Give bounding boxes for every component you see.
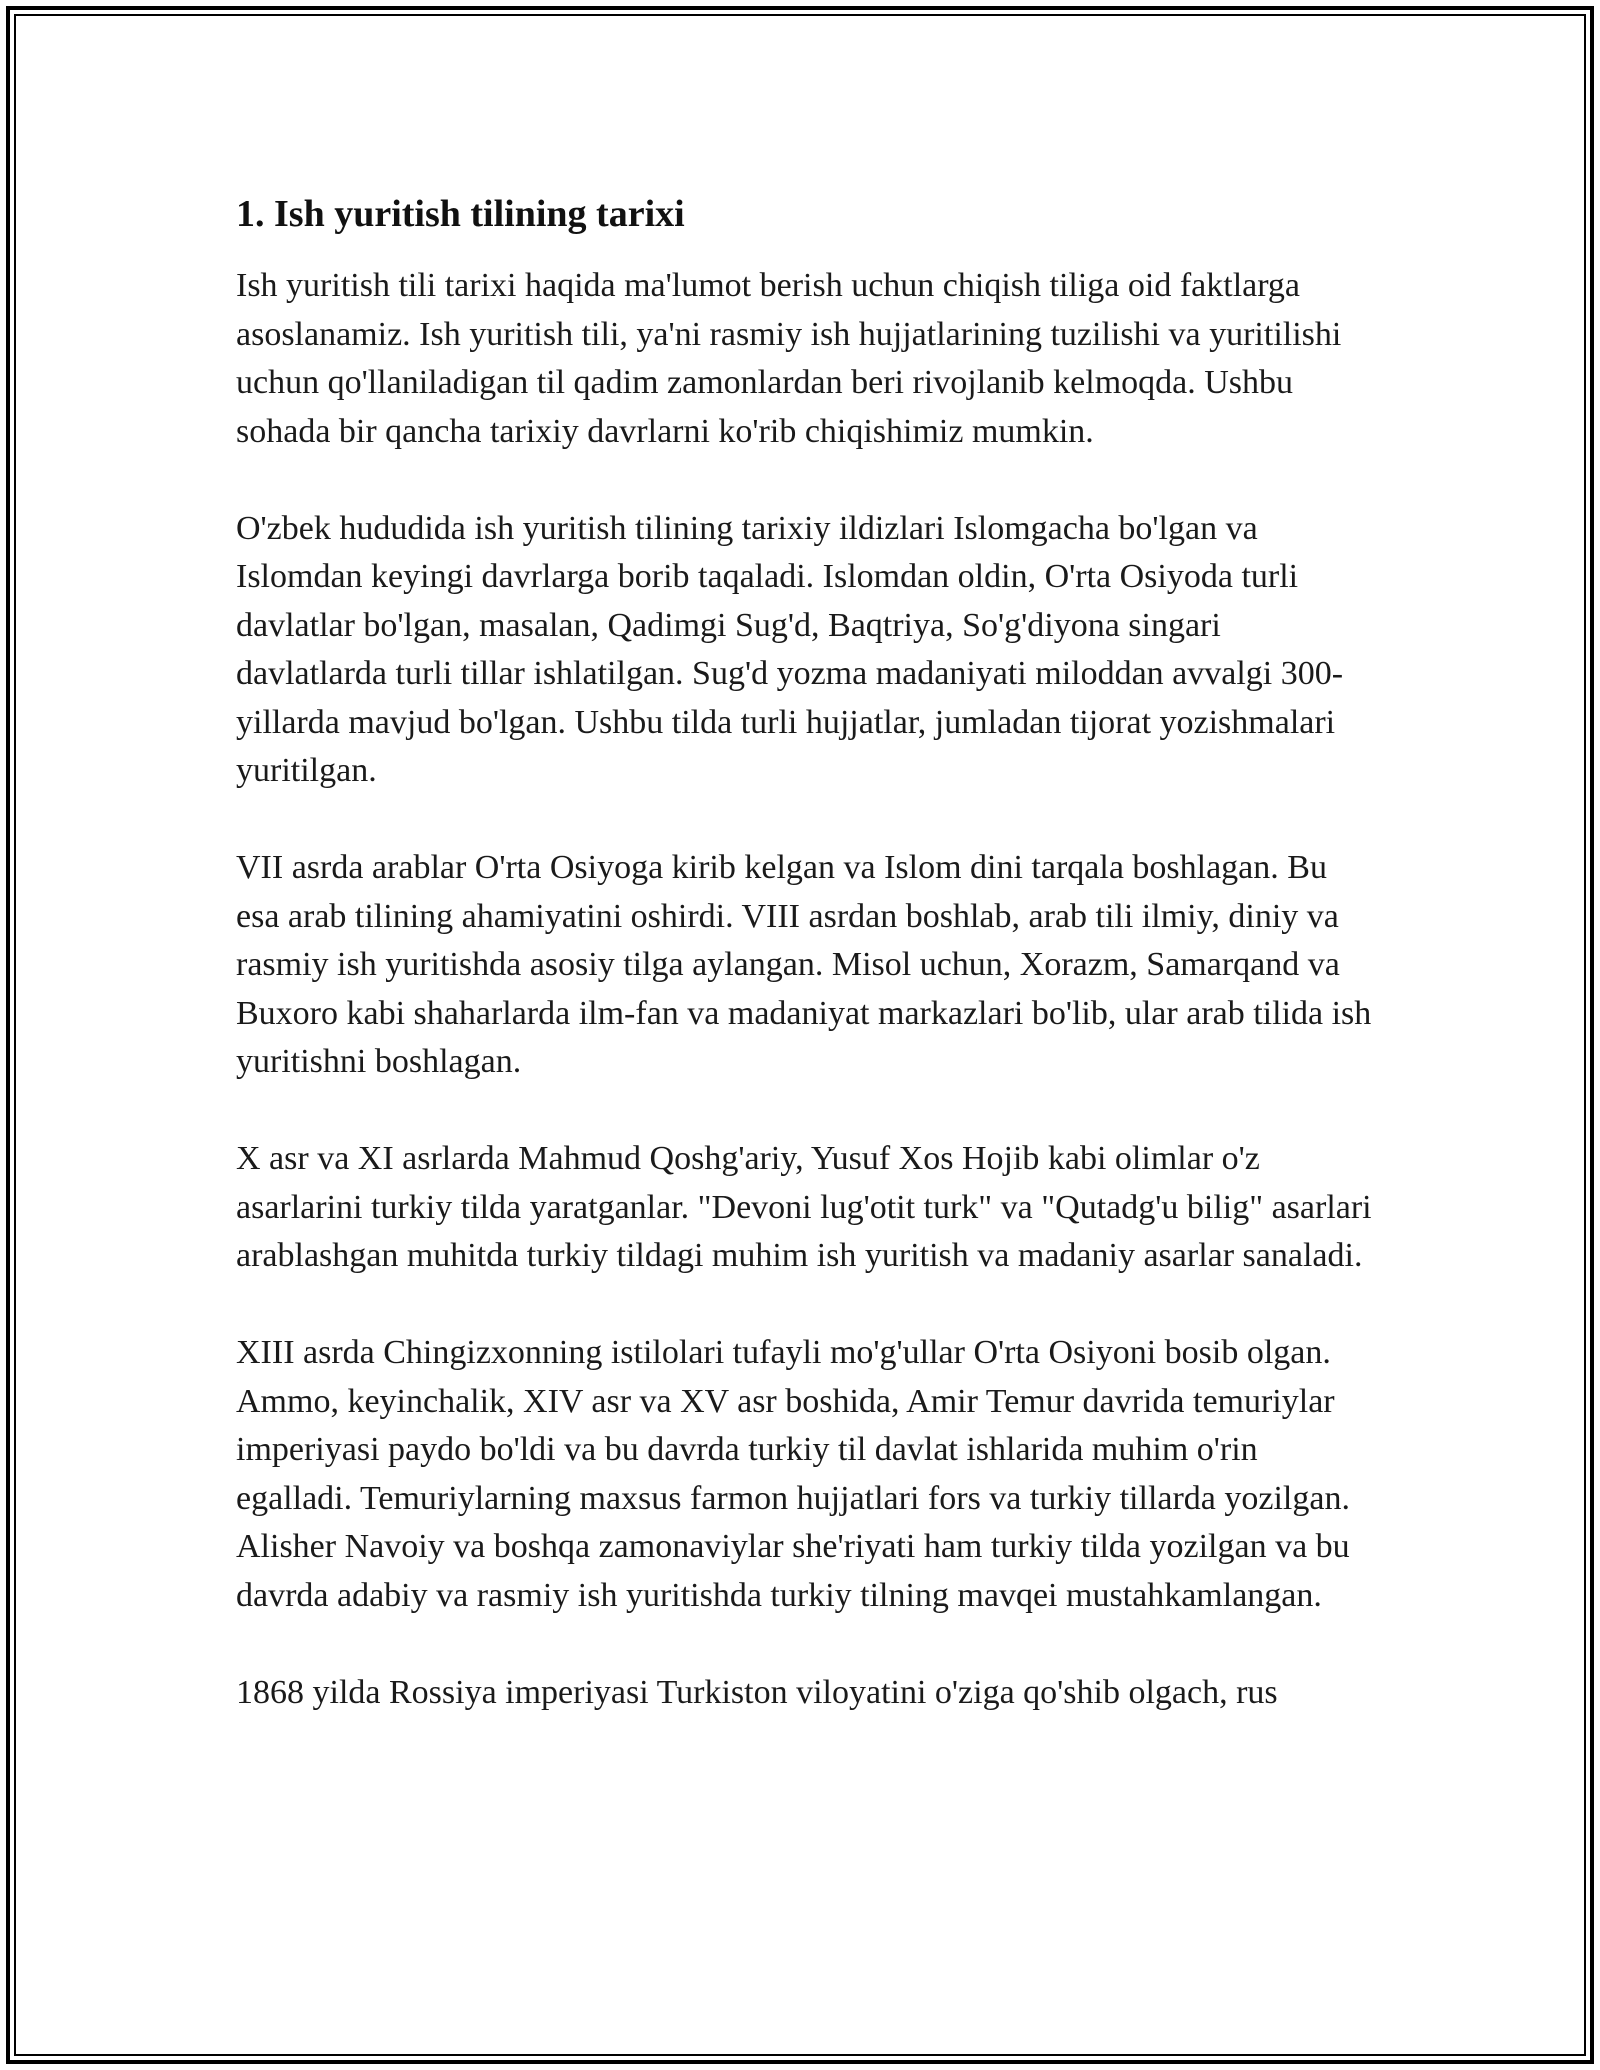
paragraph-2: O'zbek hududida ish yuritish tilining tarixiy ildizlari Islomgacha bo'lgan va Islomdan keyingi davrlarga borib taqaladi. Islomdan oldin, O'rta Osiyoda turli davlatlar bo'lgan, masalan, Qadimgi Sug'd, Baqtriya, So'g'diyona singari davlatlarda turli tillar ishlatilgan. Sug'd yozma madaniyati miloddan avvalgi 300-yillarda mavjud bo'lgan. Ushbu tilda turli hujjatlar, jumladan tijorat yozishmalari yuritilgan. [236, 509, 1344, 789]
paragraph-1: Ish yuritish tili tarixi haqida ma'lumot berish uchun chiqish tiliga oid faktlarga asoslanamiz. Ish yuritish tili, ya'ni rasmiy ish hujjatlarining tuzilishi va yuritilishi uchun qo'llaniladigan til qadim zamonlardan beri rivojlanib kelmoqda. Ushbu sohada bir qancha tarixiy davrlarni ko'rib chiqishimiz mumkin. [236, 267, 1342, 450]
paragraph-5: XIII asrda Chingizxonning istilolari tufayli mo'g'ullar O'rta Osiyoni bosib olgan. Ammo, keyinchalik, XIV asr va XV asr boshida, Amir Temur davrida temuriylar imperiyasi paydo bo'ldi va bu davrda turkiy til davlat ishlarida muhim o'rin egalladi. Temuriylarning maxsus farmon hujjatlari fors va turkiy tillarda yozilgan. Alisher Navoiy va boshqa zamonaviylar she'riyati ham turkiy tilda yozilgan va bu davrda adabiy va rasmiy ish yuritishda turkiy tilning mavqei mustahkamlangan. [236, 1334, 1350, 1614]
paragraph-6: 1868 yilda Rossiya imperiyasi Turkiston viloyatini o'ziga qo'shib olgach, rus [236, 1673, 1278, 1711]
paragraph-3: VII asrda arablar O'rta Osiyoga kirib kelgan va Islom dini tarqala boshlagan. Bu esa arab tilining ahamiyatini oshirdi. VIII asrdan boshlab, arab tili ilmiy, diniy va rasmiy ish yuritishda asosiy tilga aylangan. Misol uchun, Xorazm, Samarqand va Buxoro kabi shaharlarda ilm-fan va madaniyat markazlari bo'lib, ular arab tilida ish yuritishni boshlagan. [236, 849, 1372, 1080]
paragraph-4: X asr va XI asrlarda Mahmud Qoshg'ariy, Yusuf Xos Hojib kabi olimlar o'z asarlarini turkiy tilda yaratganlar. "Devoni lug'otit turk" va "Qutadg'u bilig" asarlari arablashgan muhitda turkiy tildagi muhim ish yuritish va madaniy asarlar sanaladi. [236, 1140, 1372, 1274]
section-heading: 1. Ish yuritish tilining tarixi [236, 193, 685, 235]
document-body [236, 186, 1376, 1717]
